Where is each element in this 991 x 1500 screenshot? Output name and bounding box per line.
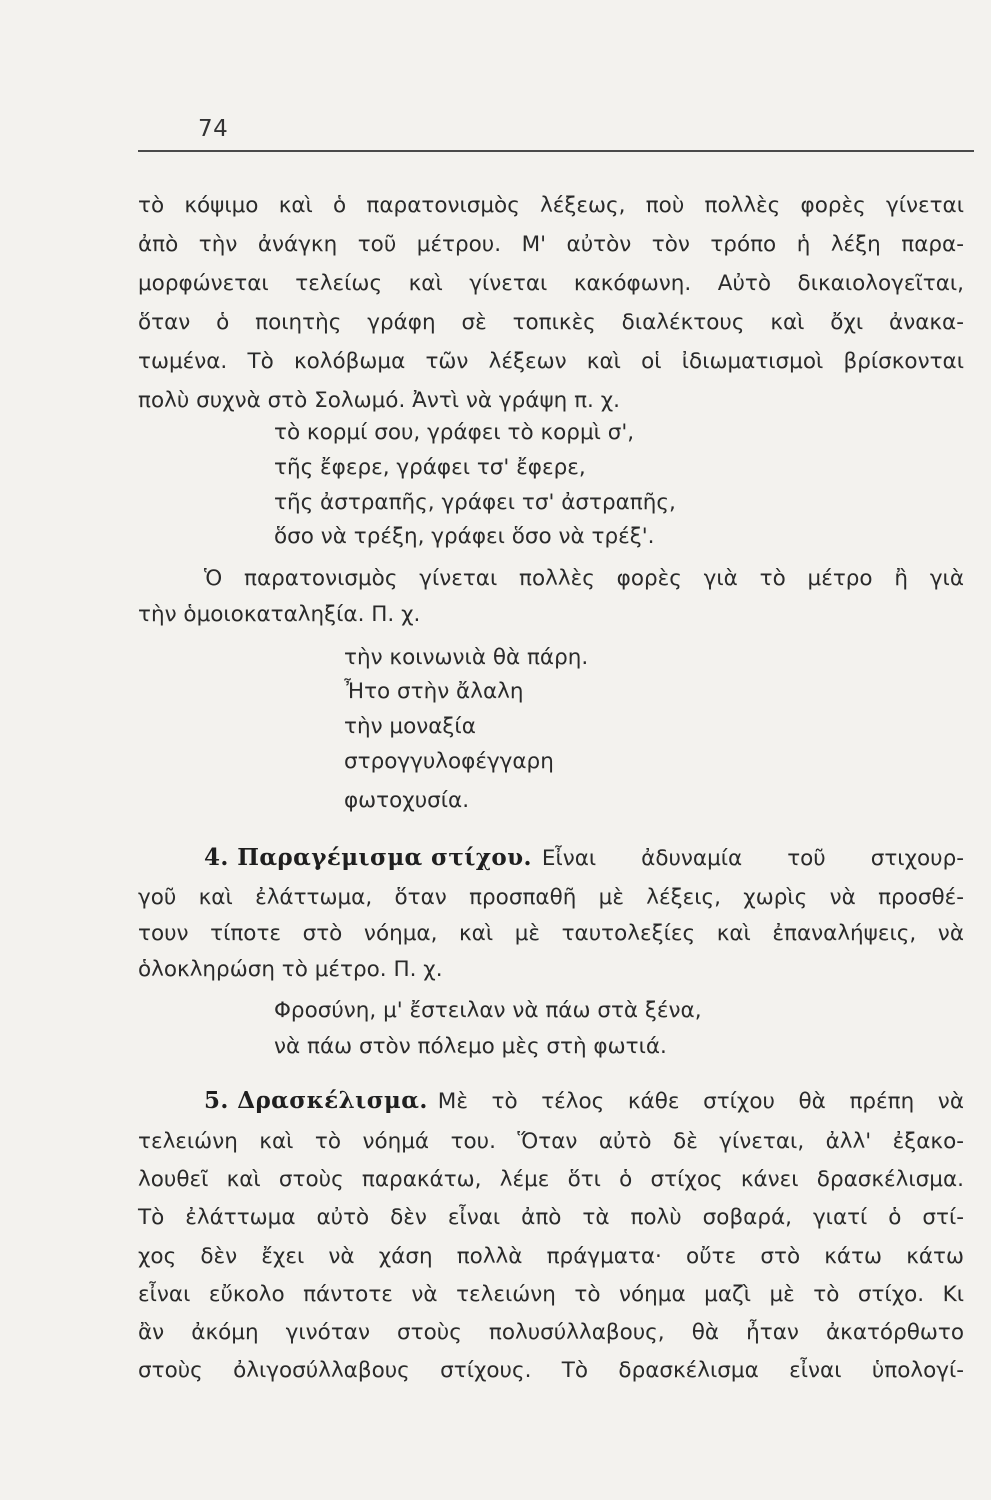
verse-line: τὴν μοναξία [344,714,476,739]
verse-line: τὸ κορμί σου, γράφει τὸ κορμὶ σ', [274,420,635,445]
paragraph-line: τὸ κόψιμο καὶ ὁ παρατονισμὸς λέξεως, ποὺ πολλὲς φορὲς γίνεται [138,193,964,218]
verse-line: Φροσύνη, μ' ἔστειλαν νὰ πάω στὰ ξένα, [274,998,702,1023]
section-4-first-line [204,840,964,876]
section-heading: 4. Παραγέμισμα στίχου. [204,844,532,871]
paragraph-line: ἂν ἀκόμη γινόταν στοὺς πολυσύλλαβους, θὰ ἦταν ἀκατόρθωτο [138,1320,964,1345]
paragraph-line: μορφώνεται τελείως καὶ γίνεται κακόφωνη. Αὐτὸ δικαιολογεῖται, [138,271,964,296]
paragraph-line: τελειώνη καὶ τὸ νόημά του. Ὅταν αὐτὸ δὲ γίνεται, ἀλλ' ἐξακο- [138,1129,964,1154]
verse-line: ὅσο νὰ τρέξη, γράφει ὅσο νὰ τρέξ'. [274,524,655,549]
paragraph-line: γοῦ καὶ ἐλάττωμα, ὅταν προσπαθῆ μὲ λέξεις, χωρὶς νὰ προσθέ- [138,885,964,910]
paragraph-line: λουθεῖ καὶ στοὺς παρακάτω, λέμε ὅτι ὁ στίχος κάνει δρασκέλισμα. [138,1167,964,1192]
paragraph-line: ὁλοκληρώση τὸ μέτρο. Π. χ. [138,957,443,982]
verse-line: τῆς ἀστραπῆς, γράφει τσ' ἀστραπῆς, [274,490,676,515]
paragraph-line: ὅταν ὁ ποιητὴς γράφη σὲ τοπικὲς διαλέκτους καὶ ὄχι ἀνακα- [138,310,964,335]
paragraph-line: χος δὲν ἔχει νὰ χάση πολλὰ πράγματα· οὔτε στὸ κάτω κάτω [138,1244,964,1269]
verse-line: Ἦτο στὴν ἄλαλη [344,679,524,704]
paragraph-line: τὴν ὁμοιοκαταληξία. Π. χ. [138,602,421,627]
paragraph-line: Ὁ παρατονισμὸς γίνεται πολλὲς φορὲς γιὰ τὸ μέτρο ἢ γιὰ [204,566,964,591]
paragraph-line: Τὸ ἐλάττωμα αὐτὸ δὲν εἶναι ἀπὸ τὰ πολὺ σοβαρά, γιατί ὁ στί- [138,1205,964,1230]
paragraph-line: τουν τίποτε στὸ νόημα, καὶ μὲ ταυτολεξίες καὶ ἐπαναλήψεις, νὰ [138,921,964,946]
page-number: 74 [198,116,229,142]
paragraph-line: Μὲ τὸ τέλος κάθε στίχου θὰ πρέπη νὰ [437,1089,964,1114]
header-rule [138,150,974,152]
paragraph-line: Εἶναι ἀδυναμία τοῦ στιχουρ- [541,846,964,871]
paragraph-line: τωμένα. Τὸ κολόβωμα τῶν λέξεων καὶ οἱ ἰδιωματισμοὶ βρίσκονται [138,349,964,374]
verse-line: νὰ πάω στὸν πόλεμο μὲς στὴ φωτιά. [274,1034,667,1059]
verse-line: φωτοχυσία. [344,788,470,813]
verse-line: στρογγυλοφέγγαρη [344,749,554,774]
section-heading: 5. Δρασκέλισμα. [204,1087,428,1114]
paragraph-line: ἀπὸ τὴν ἀνάγκη τοῦ μέτρου. Μ' αὐτὸν τὸν τρόπο ἡ λέξη παρα- [138,232,964,257]
section-5-first-line [204,1083,964,1119]
paragraph-line: εἶναι εὔκολο πάντοτε νὰ τελειώνη τὸ νόημα μαζὶ μὲ τὸ στίχο. Κι [138,1282,964,1307]
paragraph-line: πολὺ συχνὰ στὸ Σολωμό. Ἀντὶ νὰ γράψη π. χ. [138,388,620,413]
paragraph-line: στοὺς ὀλιγοσύλλαβους στίχους. Τὸ δρασκέλισμα εἶναι ὑπολογί- [138,1358,964,1383]
verse-line: τὴν κοινωνιὰ θὰ πάρη. [344,645,589,670]
verse-line: τῆς ἔφερε, γράφει τσ' ἔφερε, [274,455,586,480]
